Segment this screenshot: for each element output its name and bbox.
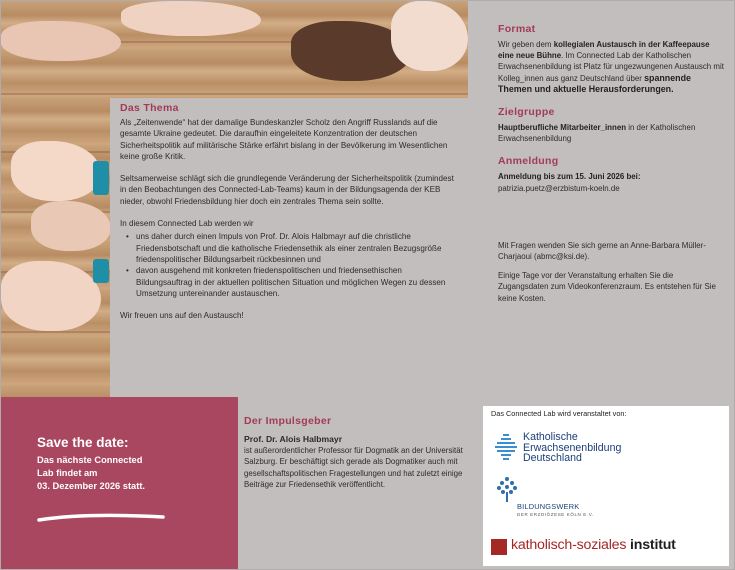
anmeldung-section — [498, 155, 724, 193]
ksi-logo-text: institut — [626, 537, 676, 553]
thema-heading: Das Thema — [120, 102, 179, 114]
bildungswerk-subtitle: DER ERZDIÖZESE KÖLN E.V. — [517, 512, 594, 517]
ksi-logo-text: katholisch-soziales — [511, 537, 627, 553]
organizers-caption: Das Connected Lab wird veranstaltet von: — [491, 409, 627, 418]
thema-paragraph-2: Seltsamerweise schlägt sich die grundlegende Veränderung der Sicherheitspolitik (zumindest in den Beobachtungen des Connected-Lab-Teams) kaum in der Bildungsagenda der KEB nieder, obwohl Friedensbildung hier doch ein zentrales Thema sein sollte. — [120, 174, 454, 206]
thema-bullet: • davon ausgehend mit konkreten friedenspolitischen und friedensethischen Bildungsauftrag in der aktuellen politischen Situation und möglichen Wegen zu dessen Umsetzung untereinander austauschen. — [120, 265, 458, 299]
format-text: Wir geben dem kollegialen Austausch in der Kaffeepause eine neue Bühne. Im Connected Lab der Katholischen Erwachsenenbildung ist Platz für ungezwungenen Austausch mit Kolleg_innen aus ganz Deutschland über spannende Themen und aktuelle Herausforderungen. — [498, 40, 724, 94]
impulsgeber-heading: Der Impulsgeber — [244, 415, 332, 427]
keb-cross-logo-icon — [493, 432, 519, 464]
impulsgeber-section — [238, 397, 483, 569]
zielgruppe-text: Hauptberufliche Mitarbeiter_innen in der Katholischen Erwachsenenbildung — [498, 123, 696, 144]
contact-text: Mit Fragen wenden Sie sich gerne an Anne-Barbara Müller-Charjaoui (abmc@ksi.de). — [498, 240, 706, 262]
save-the-date-line: Lab findet am — [37, 468, 98, 478]
keb-logo-line: Katholische — [523, 431, 578, 443]
bildungswerk-title: BILDUNGSWERK — [517, 502, 580, 511]
info-column — [498, 23, 724, 304]
save-the-date-line: Das nächste Connected — [37, 455, 143, 465]
save-the-date-line: 03. Dezember 2026 statt. — [37, 481, 146, 491]
zielgruppe-section — [498, 106, 724, 144]
save-the-date-title: Save the date: — [37, 435, 129, 450]
anmeldung-email-link[interactable]: patrizia.puetz@erzbistum-koeln.de — [498, 183, 620, 193]
ksi-logo — [491, 537, 726, 559]
keb-logo-line: Erwachsenenbildung — [523, 441, 622, 454]
anmeldung-deadline: Anmeldung bis zum 15. Juni 2026 bei: — [498, 172, 641, 182]
anmeldung-heading: Anmeldung — [498, 155, 559, 168]
bildungswerk-tree-logo-icon — [495, 476, 519, 502]
thema-paragraph-3: In diesem Connected Lab werden wir — [120, 219, 254, 229]
access-text: Einige Tage vor der Veranstaltung erhalten Sie die Zugangsdaten zum Videokonferenzraum. Es entstehen für Sie keine Kosten. — [498, 271, 716, 303]
save-the-date-box — [1, 397, 238, 569]
impulsgeber-name: Prof. Dr. Alois Halbmayr — [244, 434, 343, 444]
zielgruppe-heading: Zielgruppe — [498, 106, 555, 119]
format-section — [498, 23, 724, 95]
ksi-square-logo-icon — [491, 539, 507, 555]
thema-closing: Wir freuen uns auf den Austausch! — [120, 311, 244, 321]
impulsgeber-bio: ist außerordentlicher Professor für Dogmatik an der Universität Salzburg. Er beschäftigt sich gerade als Dogmatiker auch mit gesellschaftspolitischen Fragestellungen und hat zuletzt einige Beiträge zur Friedensethik veröffentlicht. — [244, 446, 463, 489]
brush-stroke-decoration — [37, 511, 167, 525]
keb-logo-line: Deutschland — [523, 452, 582, 464]
thema-paragraph-1: Als „Zeitenwende“ hat der damalige Bundeskanzler Scholz den Angriff Russlands auf die gesamte Ukraine gedeutet. Die daraufhin eingeleitete Konzentration der deutschen Sicherheitspolitik auf militärische Stärke erfährt bislang in der Bevölkerung im Wesentlichen keine große Kritik. — [120, 118, 448, 161]
format-heading: Format — [498, 23, 536, 35]
organizers-box — [483, 406, 729, 566]
thema-bullet: • uns daher durch einen Impuls von Prof. Dr. Alois Halbmayr auf die christliche Friedensbotschaft und die katholische Friedensethik als einer zentralen Bezugsgröße friedenspolitischer Bildungsarbeit rückbesinnen und — [120, 231, 458, 265]
thema-section — [110, 98, 468, 397]
thema-bullet-list — [120, 231, 458, 299]
